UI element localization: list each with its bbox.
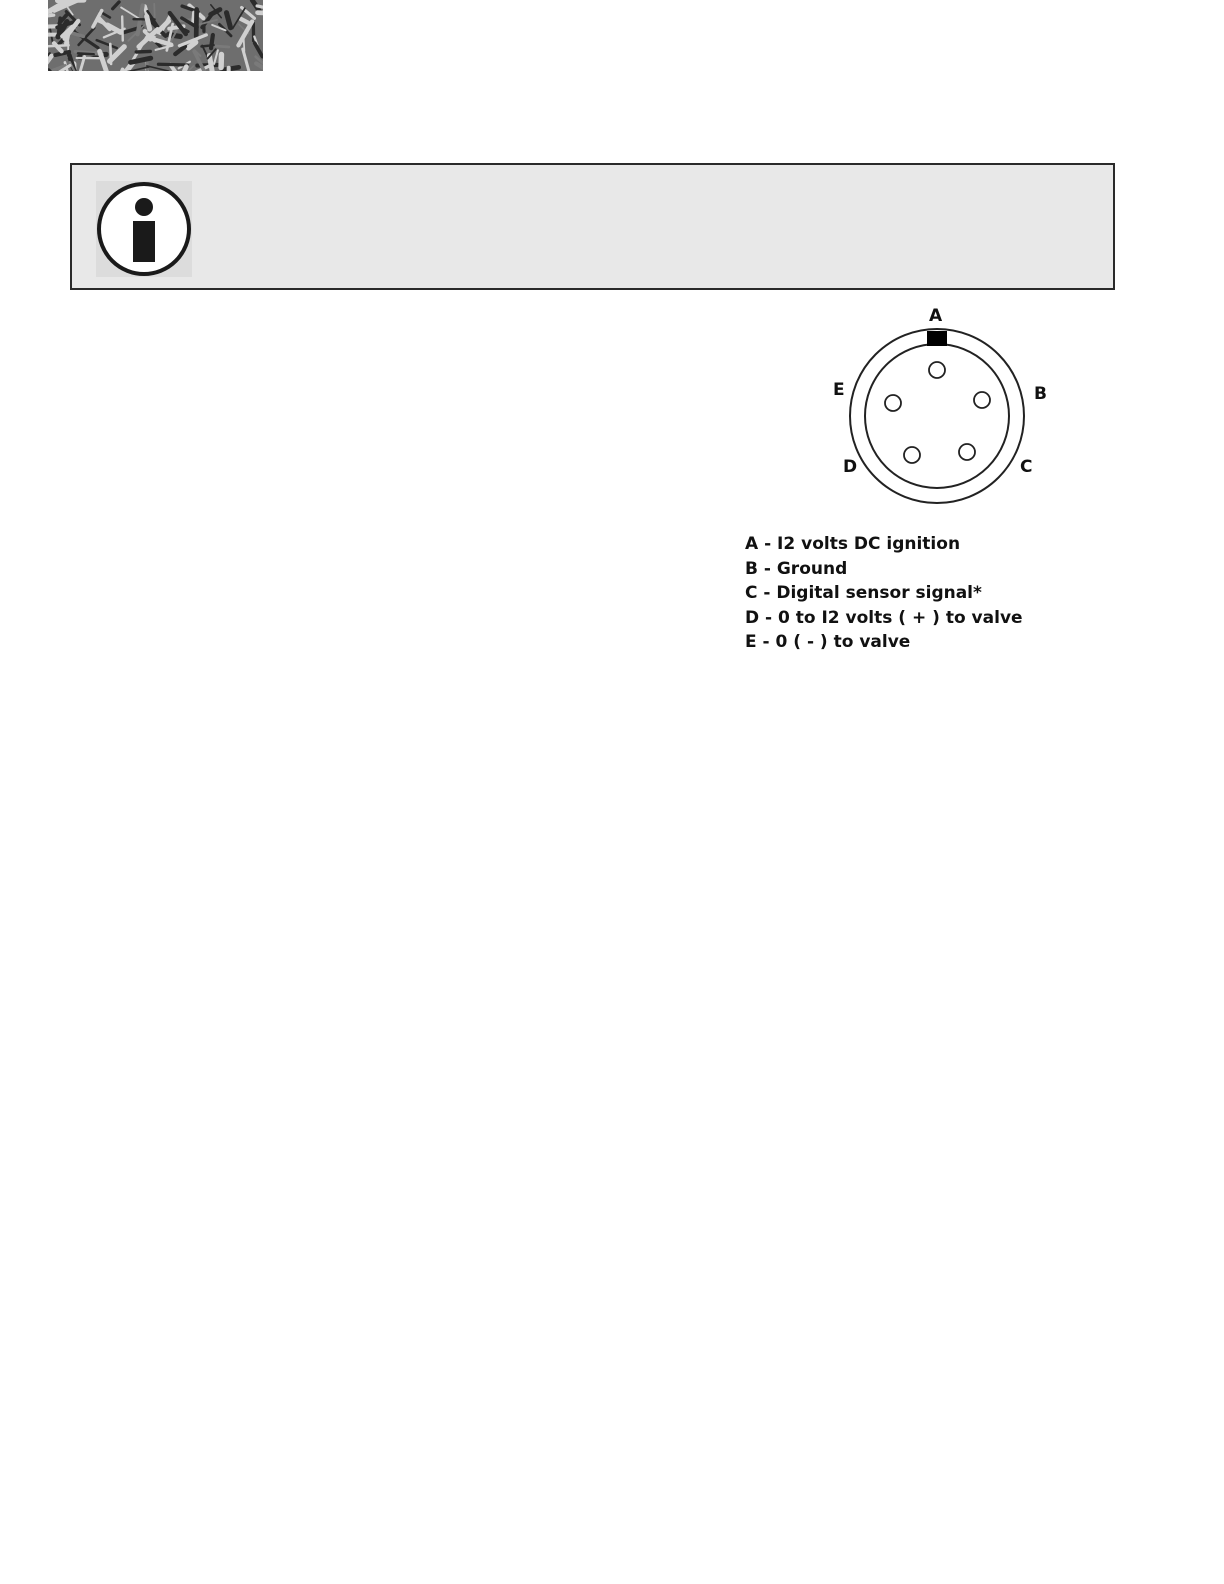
pin-legend-text: E - 0 ( - ) to valve <box>745 632 911 653</box>
pin-socket-d <box>904 447 920 463</box>
pin-socket-e <box>885 395 901 411</box>
foliage-texture-image <box>48 0 263 71</box>
pin-legend-item <box>745 557 1105 582</box>
pin-legend-item <box>745 606 1105 631</box>
pin-legend-text: D - 0 to I2 volts ( + ) to valve <box>745 607 1023 628</box>
pin-socket-a <box>929 362 945 378</box>
pin-legend-text: A - I2 volts DC ignition <box>745 534 961 554</box>
info-note-box <box>70 163 1115 290</box>
connector-pinout-diagram <box>820 300 1060 515</box>
connector-outer-ring <box>850 329 1024 503</box>
pin-label-a: A <box>929 306 943 326</box>
pin-label-e: E <box>833 380 845 400</box>
pin-legend-text: B - Ground <box>745 558 848 579</box>
pin-label-d: D <box>843 457 858 477</box>
pin-legend-item <box>745 532 1105 557</box>
connector-key-notch <box>927 331 947 346</box>
pin-legend-item <box>745 630 1105 655</box>
pin-legend <box>745 532 1105 655</box>
pin-legend-text: C - Digital sensor signal* <box>745 583 982 604</box>
info-icon <box>96 181 192 277</box>
pin-label-b: B <box>1034 384 1047 404</box>
pin-socket-b <box>974 392 990 408</box>
pin-label-c: C <box>1020 457 1033 477</box>
pin-legend-item <box>745 581 1105 606</box>
pin-socket-c <box>959 444 975 460</box>
